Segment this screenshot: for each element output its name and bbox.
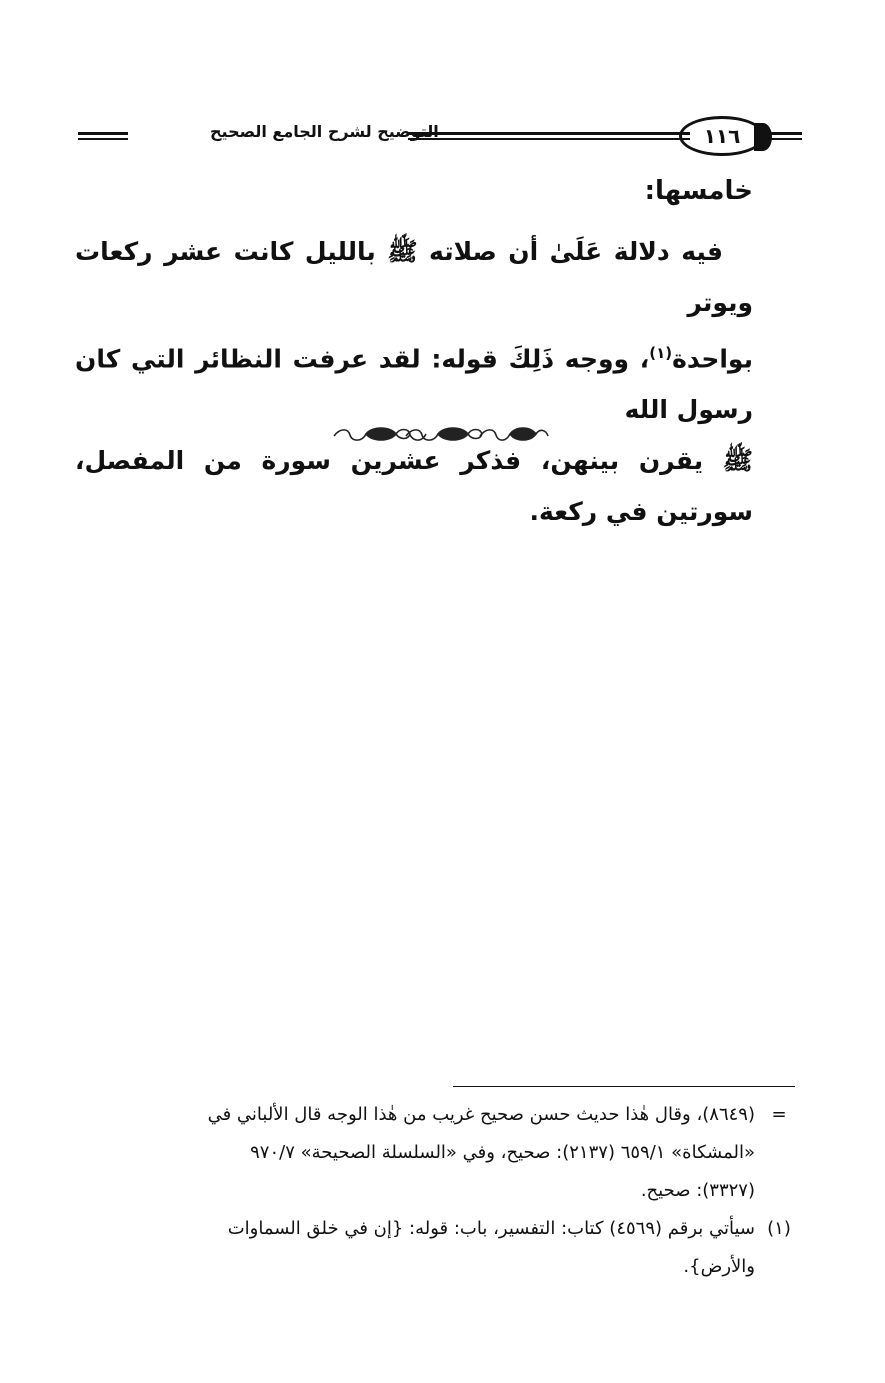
footnote-line: (٣٣٢٧): صحيح. [640,1180,755,1201]
header-rule-middle-2 [408,138,690,140]
footnote-marker: = [771,1104,787,1125]
paragraph-line [75,328,753,435]
footnote-marker: (١) [767,1218,791,1239]
page-header [70,112,805,162]
header-rule-left [78,132,128,135]
page-number: ١١٦ [679,116,765,156]
paragraph-line [75,435,753,537]
footnote-line: «المشكاة» ٦٥٩/١ (٢١٣٧): صحيح، وفي «السلسلة الصحيحة» ٩٧٠/٧ [250,1142,755,1163]
section-heading: خامسها: [644,176,753,206]
header-rule-left-2 [78,138,128,140]
paragraph-line-2-start: بواحدة [672,344,753,374]
header-rule-right [770,132,802,135]
footnote-line: والأرض}. [683,1256,755,1277]
footnote-separator [453,1086,795,1087]
paragraph-line-2-end: ، ووجه ذَلِكَ قوله: لقد عرفت النظائر التي كان رسول الله [75,344,753,425]
ornament-divider-icon [330,422,552,448]
footnote-reference[interactable]: (١) [649,344,673,362]
footnote-line: (٨٦٤٩)، وقال هٰذا حديث حسن صحيح غريب من هٰذا الوجه قال الألباني في [207,1104,755,1125]
header-rule-middle [408,132,690,135]
footnote-1 [75,1210,797,1286]
paragraph-line-1: فيه دلالة عَلَىٰ أن صلاته ﷺ بالليل كانت عشر ركعات ويوتر [75,237,753,317]
running-title: التوضيح لشرح الجامع الصحيح [210,122,439,141]
paragraph-line [75,226,753,328]
main-paragraph [75,226,753,537]
footnote-line: سيأتي برقم (٤٥٦٩) كتاب: التفسير، باب: قوله: {إن في خلق السماوات [227,1218,755,1239]
header-rule-right-2 [770,138,802,140]
footnote-continued [75,1096,797,1210]
footnotes [75,1096,797,1286]
paragraph-line-3: ﷺ يقرن بينهن، فذكر عشرين سورة من المفصل، سورتين في ركعة. [75,446,753,527]
